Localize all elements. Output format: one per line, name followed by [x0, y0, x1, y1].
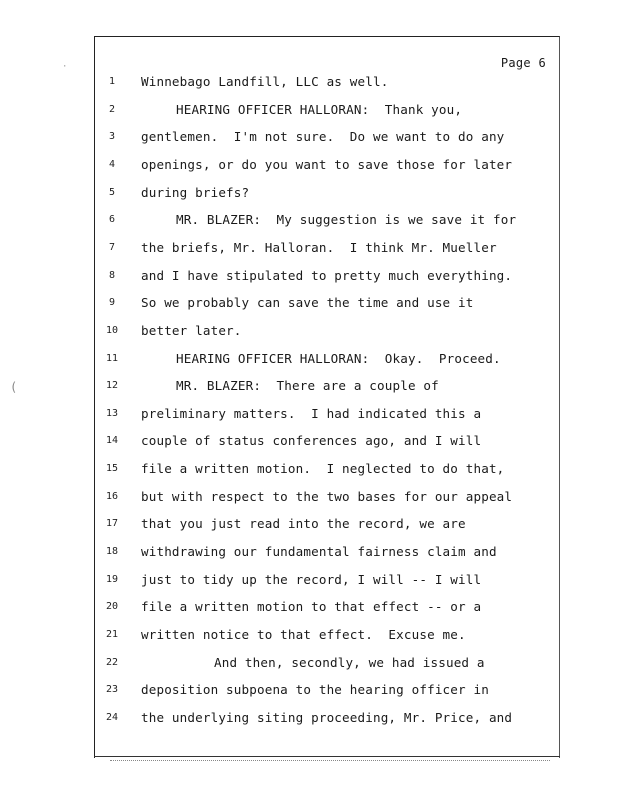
transcript-line — [0, 572, 618, 592]
line-number: 6 — [108, 214, 116, 226]
transcript-line — [0, 102, 618, 122]
line-text: but with respect to the two bases for our appeal — [141, 488, 513, 504]
line-text: MR. BLAZER: There are a couple of — [176, 378, 439, 394]
transcript-line — [0, 406, 618, 426]
transcript-line — [0, 323, 618, 343]
line-number: 4 — [108, 158, 116, 170]
transcript-line — [0, 378, 618, 398]
transcript-line — [0, 599, 618, 619]
line-number: 12 — [105, 380, 119, 392]
transcript-line — [0, 655, 618, 675]
scan-speck-mark: · — [62, 62, 68, 72]
line-number: 5 — [108, 186, 116, 198]
line-text: So we probably can save the time and use it — [141, 295, 474, 311]
line-text: gentlemen. I'm not sure. Do we want to do any — [141, 129, 505, 145]
line-text: couple of status conferences ago, and I will — [141, 433, 482, 449]
line-text: Winnebago Landfill, LLC as well. — [141, 74, 389, 89]
line-text: HEARING OFFICER HALLORAN: Okay. Proceed. — [176, 350, 501, 366]
transcript-line — [0, 295, 618, 315]
transcript-line — [0, 240, 618, 260]
transcript-line — [0, 710, 618, 730]
line-text: and I have stipulated to pretty much everything. — [141, 267, 513, 283]
line-number: 24 — [105, 711, 119, 723]
line-number: 2 — [108, 103, 116, 115]
line-number: 16 — [105, 490, 119, 502]
line-text: withdrawing our fundamental fairness claim and — [141, 544, 497, 560]
line-number: 9 — [108, 297, 116, 309]
line-number: 20 — [105, 601, 119, 613]
line-text: written notice to that effect. Excuse me. — [141, 627, 466, 642]
line-text: And then, secondly, we had issued a — [214, 654, 485, 670]
transcript-line — [0, 212, 618, 232]
line-text: preliminary matters. I had indicated this a — [141, 405, 482, 421]
transcript-line — [0, 351, 618, 371]
line-text: better later. — [141, 322, 242, 338]
transcript-line — [0, 433, 618, 453]
transcript-line — [0, 129, 618, 149]
margin-scan-mark: ( — [10, 380, 18, 394]
transcript-line — [0, 627, 618, 647]
line-text: HEARING OFFICER HALLORAN: Thank you, — [176, 101, 463, 117]
page-number: Page 6 — [500, 56, 546, 70]
line-text: the underlying siting proceeding, Mr. Price, and — [141, 709, 513, 725]
line-number: 22 — [105, 656, 119, 668]
transcript-line — [0, 157, 618, 177]
line-text: deposition subpoena to the hearing officer in — [141, 682, 489, 698]
transcript-line — [0, 544, 618, 564]
line-number: 3 — [108, 131, 116, 143]
line-text: MR. BLAZER: My suggestion is we save it for — [176, 212, 517, 228]
line-text: file a written motion. I neglected to do that, — [141, 461, 505, 477]
line-text: file a written motion to that effect -- or a — [141, 599, 482, 615]
line-text: openings, or do you want to save those for later — [141, 156, 513, 172]
line-number: 10 — [105, 324, 119, 336]
line-number: 7 — [108, 241, 116, 253]
transcript-line — [0, 185, 618, 205]
line-number: 8 — [108, 269, 116, 281]
transcript-line — [0, 489, 618, 509]
line-number: 14 — [105, 435, 119, 447]
transcript-line — [0, 516, 618, 536]
line-number: 11 — [105, 352, 119, 364]
transcript-line — [0, 74, 618, 94]
transcript-line — [0, 682, 618, 702]
line-number: 21 — [105, 629, 119, 640]
transcript-line — [0, 268, 618, 288]
line-number: 1 — [108, 76, 116, 87]
line-text: that you just read into the record, we are — [141, 516, 466, 532]
line-number: 13 — [105, 407, 119, 419]
line-text: during briefs? — [141, 184, 250, 200]
line-number: 18 — [105, 546, 119, 558]
transcript-line — [0, 461, 618, 481]
line-text: the briefs, Mr. Halloran. I think Mr. Mueller — [141, 239, 497, 255]
line-text: just to tidy up the record, I will -- I will — [141, 571, 482, 587]
line-number: 23 — [105, 684, 119, 696]
line-number: 19 — [105, 573, 119, 585]
line-number: 15 — [105, 463, 119, 475]
line-number: 17 — [105, 518, 119, 530]
